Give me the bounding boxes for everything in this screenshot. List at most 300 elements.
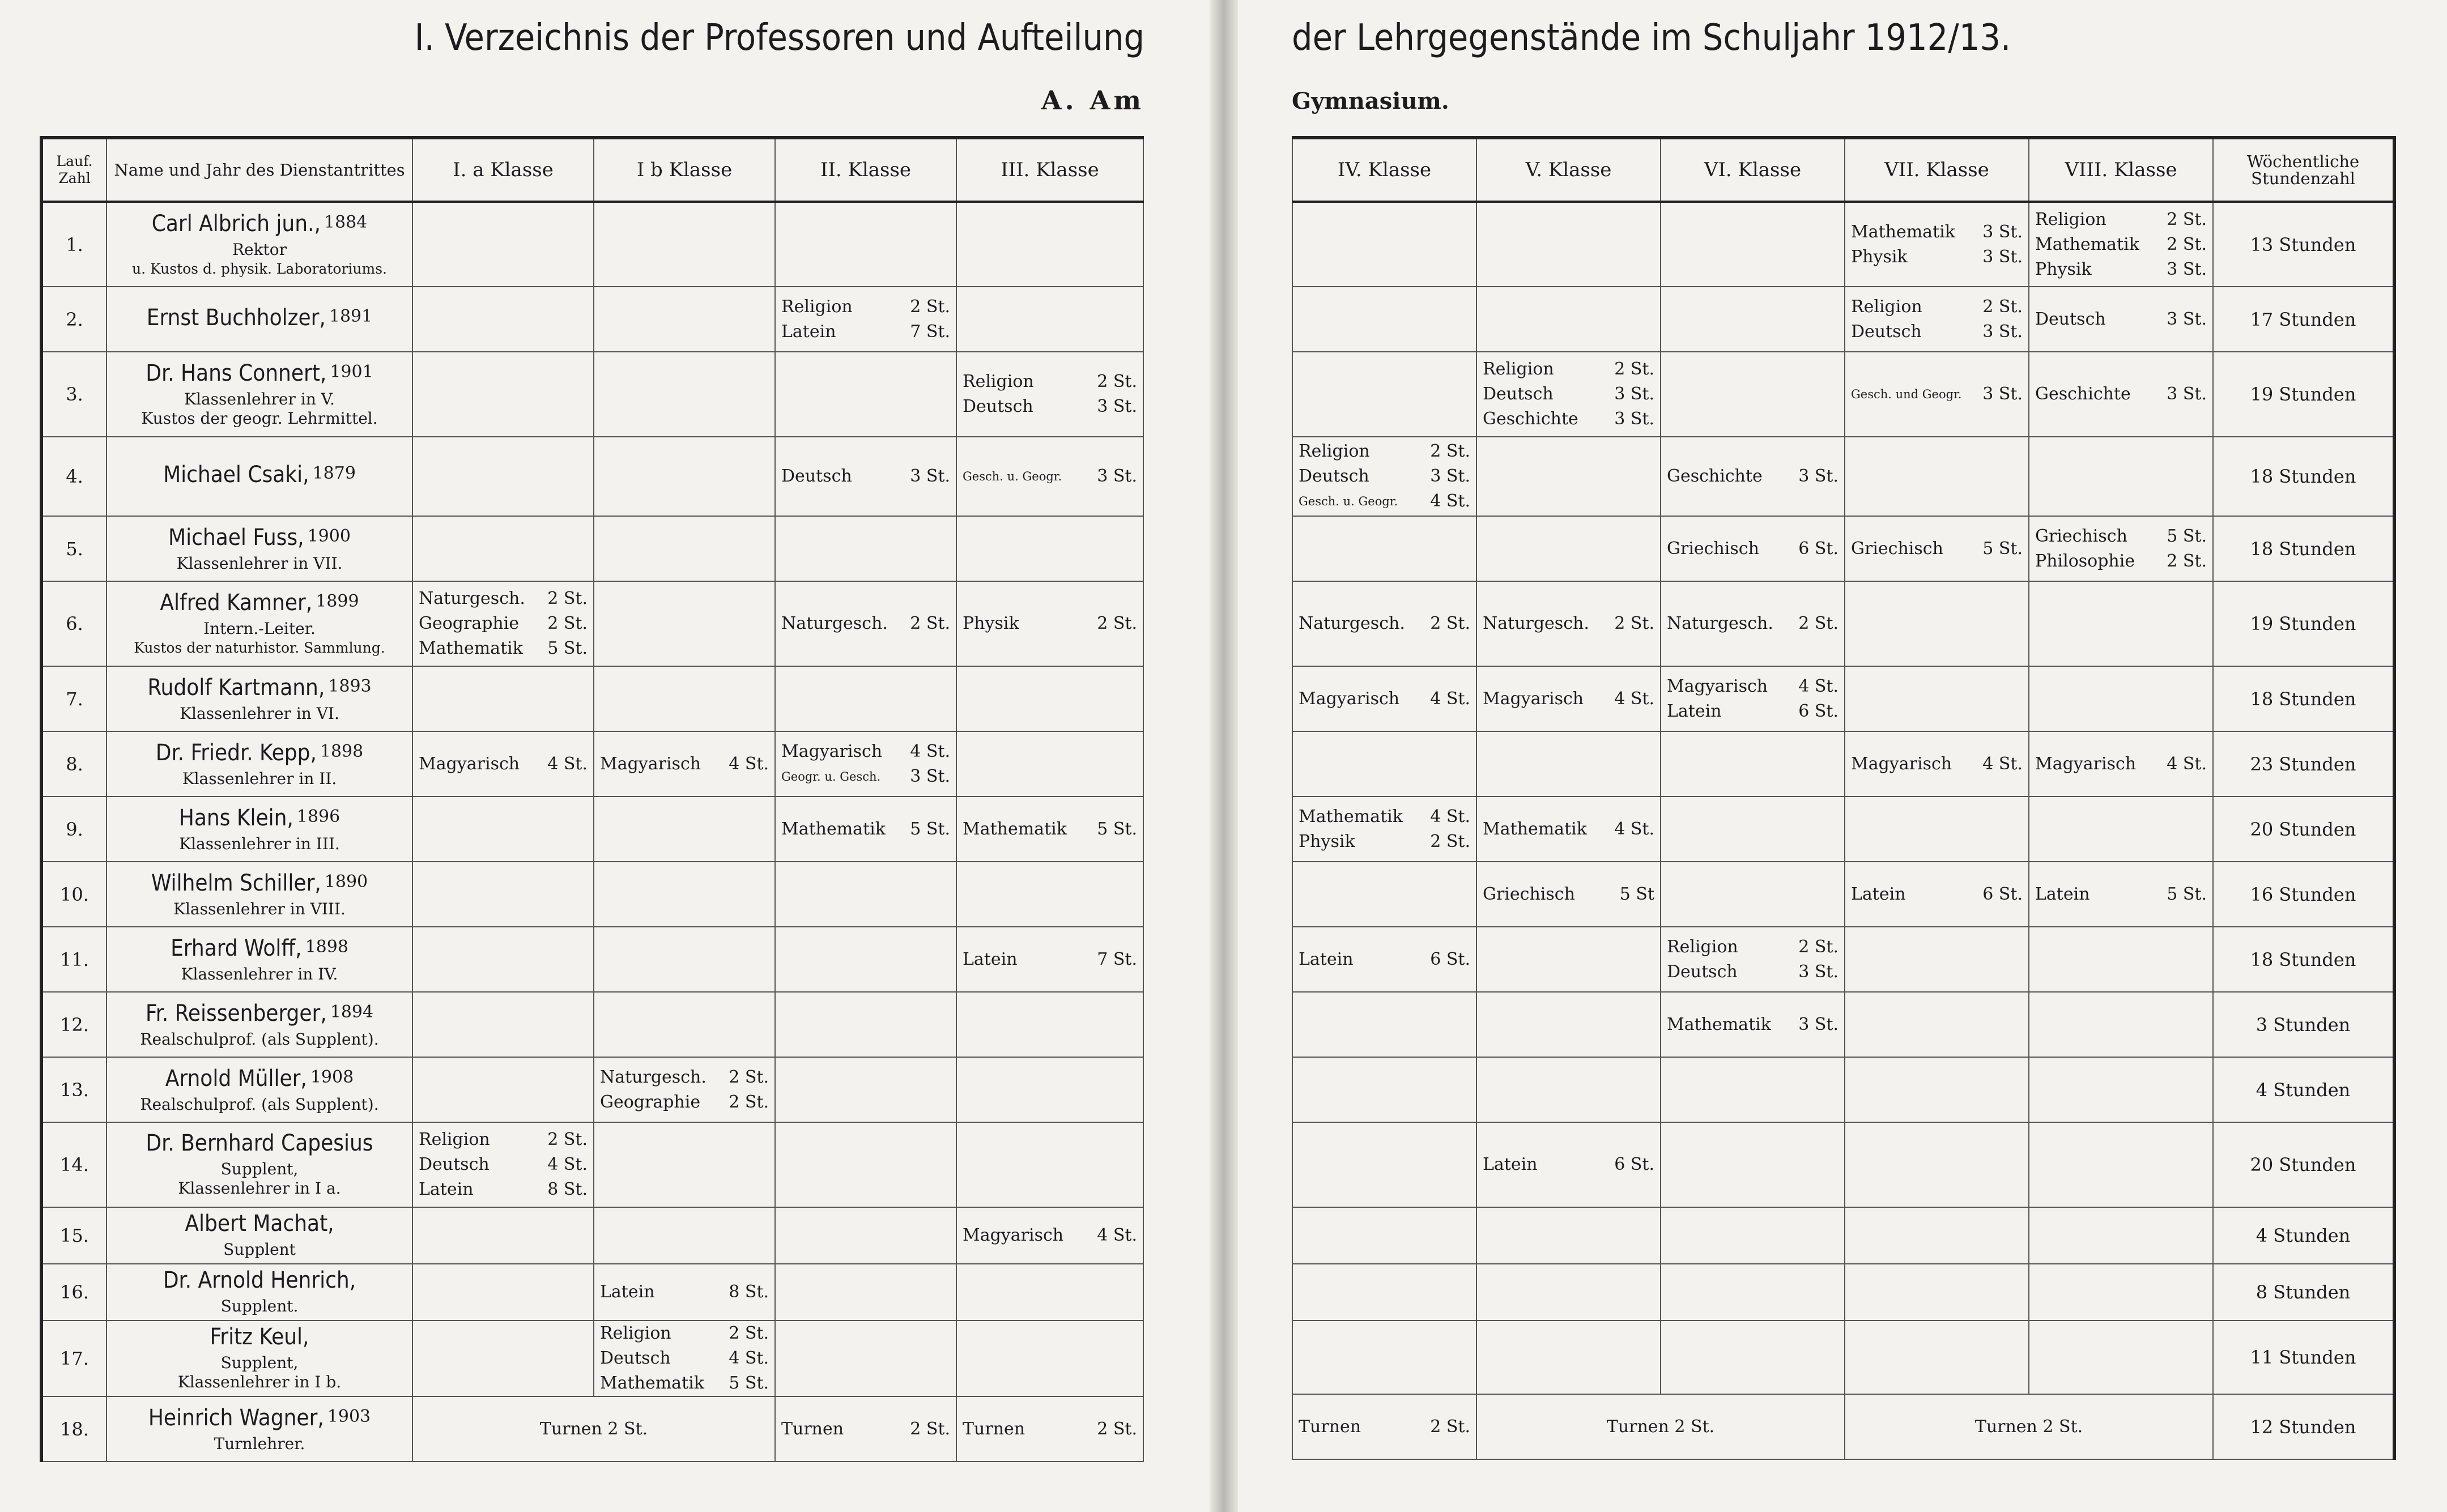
subject-entry: [1483, 382, 1654, 407]
subject-entry: [2035, 207, 2207, 232]
header-class-4: IV. Klasse: [1292, 138, 1476, 202]
header-class-8: VIII. Klasse: [2029, 138, 2213, 202]
subject-name: Religion: [1851, 296, 1922, 317]
class-1a-cell: [412, 666, 594, 731]
subject-entry: [1299, 829, 1470, 854]
subject-entry: [781, 817, 950, 842]
class-8-cell: [2029, 731, 2213, 797]
subject-hours: 3 St.: [1982, 384, 2023, 404]
table-row: [41, 352, 1143, 437]
subject-name: Religion: [1483, 359, 1554, 379]
subject-hours: 4 St.: [1430, 688, 1470, 709]
subject-entry: [1299, 687, 1470, 712]
teacher-name: Carl Albrich jun.,: [151, 210, 321, 237]
teacher-role: Klassenlehrer in V.: [184, 390, 335, 408]
class-7-cell: [1845, 352, 2029, 437]
teacher-name: Ernst Buchholzer,: [146, 304, 326, 331]
teacher-name-cell: [107, 202, 412, 287]
subject-entry: [600, 1280, 769, 1305]
subject-name: Religion: [781, 296, 853, 317]
subject-hours: 2 St.: [729, 1092, 769, 1112]
subject-entry: [1667, 536, 1839, 561]
subject-entry: [1299, 804, 1470, 829]
subject-name: Griechisch: [2035, 526, 2127, 546]
service-year: 1898: [305, 936, 348, 957]
subject-name: Religion: [2035, 209, 2106, 229]
subject-hours: 5 St.: [910, 819, 950, 839]
class-5-cell: [1476, 666, 1661, 731]
service-year: 1884: [324, 212, 368, 232]
class-2-cell: [775, 1264, 956, 1321]
class-1a-cell: [412, 992, 594, 1057]
class-7-cell: [1845, 287, 2029, 352]
class-2-cell: [775, 666, 956, 731]
row-number: 15.: [41, 1207, 107, 1264]
subject-entry: [781, 464, 950, 489]
teacher-role: Rektor: [232, 240, 287, 259]
subject-hours: 2 St.: [2167, 551, 2207, 571]
subject-hours: 2 St.: [729, 1067, 769, 1087]
table-row: [41, 581, 1143, 666]
class-1a-cell: [412, 516, 594, 581]
class-5-cell: [1476, 862, 1661, 927]
subject-hours: 2 St.: [1430, 441, 1470, 461]
class-2-cell: [775, 1321, 956, 1396]
teacher-name: Arnold Müller,: [165, 1065, 307, 1092]
class-5-cell: [1476, 1207, 1661, 1264]
teacher-role: Supplent.: [220, 1297, 299, 1315]
class-1a-1b-cell: Turnen 2 St.: [412, 1396, 775, 1462]
class-1a-cell: [412, 1207, 594, 1264]
table-row: [1292, 1394, 2394, 1459]
teacher-role: Klassenlehrer in III.: [179, 834, 340, 853]
subject-entry: [781, 320, 950, 344]
subject-hours: 2 St.: [1982, 296, 2023, 317]
subject-entry: [1483, 817, 1654, 842]
subject-entry: [1667, 674, 1839, 699]
subject-name: Latein: [963, 949, 1018, 969]
teacher-name-cell: [107, 516, 412, 581]
subject-entry: [1299, 1415, 1470, 1439]
subject-entry: [419, 1152, 588, 1177]
header-weekly: Wöchentliche Stundenzahl: [2213, 138, 2394, 202]
subject-hours: 5 St.: [1982, 538, 2023, 559]
class-8-cell: [2029, 927, 2213, 992]
class-1b-cell: [594, 437, 775, 516]
row-number: 13.: [41, 1057, 107, 1122]
class-5-cell: [1476, 797, 1661, 862]
weekly-hours: 18 Stunden: [2213, 437, 2394, 516]
subject-entry: [600, 1346, 769, 1371]
class-6-cell: [1661, 1057, 1845, 1122]
subject-name: Latein: [1667, 701, 1722, 721]
class-7-cell: [1845, 437, 2029, 516]
subject-hours: 2 St.: [2167, 234, 2207, 254]
teacher-name-cell: [107, 581, 412, 666]
teacher-name: Wilhelm Schiller,: [151, 870, 321, 896]
subject-name: Deutsch: [419, 1155, 490, 1174]
row-number: 7.: [41, 666, 107, 731]
table-row: [41, 1396, 1143, 1462]
subtitle-left: A. Am: [1041, 85, 1144, 116]
service-year: 1894: [330, 1002, 374, 1022]
class-1b-cell: [594, 797, 775, 862]
subject-name: Magyarisch: [963, 1225, 1064, 1245]
subject-name: Mathematik: [1667, 1014, 1771, 1034]
header-name: Name und Jahr des Dienstantrittes: [107, 138, 412, 202]
class-2-cell: [775, 1207, 956, 1264]
teacher-name: Dr. Bernhard Capesius: [146, 1130, 373, 1156]
subject-entry: [1667, 611, 1839, 636]
class-4-cell: [1292, 1394, 1476, 1459]
class-7-cell: [1845, 581, 2029, 666]
subject-hours: 4 St.: [1798, 676, 1839, 696]
subject-name: Physik: [2035, 259, 2092, 279]
subject-entry: [600, 1065, 769, 1090]
teacher-role: u. Kustos d. physik. Laboratoriums.: [132, 260, 387, 277]
subject-hours: 6 St.: [1982, 884, 2023, 904]
header-class-3: III. Klasse: [956, 138, 1143, 202]
subject-name: Griechisch: [1851, 538, 1943, 559]
subject-entry: [2035, 257, 2207, 282]
weekly-hours: 16 Stunden: [2213, 862, 2394, 927]
class-3-cell: [956, 437, 1143, 516]
table-row: [1292, 352, 2394, 437]
subject-entry: [2035, 524, 2207, 549]
class-1b-cell: [594, 1321, 775, 1396]
class-3-cell: [956, 1321, 1143, 1396]
table-row: [1292, 1321, 2394, 1394]
table-row: [1292, 731, 2394, 797]
teacher-name-cell: [107, 1122, 412, 1207]
subject-entry: [1667, 1012, 1839, 1037]
header-class-5: V. Klasse: [1476, 138, 1661, 202]
teacher-name: Michael Fuss,: [168, 524, 304, 551]
row-number: 17.: [41, 1321, 107, 1396]
table-row: [41, 862, 1143, 927]
subject-hours: 2 St.: [1430, 614, 1470, 633]
header-class-2: II. Klasse: [775, 138, 956, 202]
class-6-cell: [1661, 992, 1845, 1057]
row-number: 12.: [41, 992, 107, 1057]
class-1a-cell: [412, 1122, 594, 1207]
subject-name: Mathematik: [600, 1373, 704, 1393]
subject-name: Naturgesch.: [781, 614, 888, 633]
subject-hours: 5 St.: [729, 1373, 769, 1393]
class-5-cell: [1476, 202, 1661, 287]
subject-entry: [781, 611, 950, 636]
subject-hours: 4 St.: [1614, 688, 1654, 709]
teacher-name: Dr. Friedr. Kepp,: [155, 739, 317, 766]
subtitle-right: Gymnasium.: [1292, 88, 1449, 114]
subject-entry: [1483, 357, 1654, 382]
class-2-cell: [775, 437, 956, 516]
subject-name: Geschichte: [1667, 466, 1763, 486]
subject-entry: [2035, 752, 2207, 777]
class-1b-cell: [594, 1264, 775, 1321]
subject-name: Religion: [600, 1323, 671, 1343]
class-7-cell: [1845, 1264, 2029, 1321]
class-4-cell: [1292, 1207, 1476, 1264]
teacher-name: Rudolf Kartmann,: [147, 674, 325, 701]
weekly-hours: 3 Stunden: [2213, 992, 2394, 1057]
subject-hours: 2 St.: [1097, 614, 1137, 633]
subject-name: Religion: [1667, 936, 1738, 957]
teacher-name-cell: [107, 1057, 412, 1122]
table-row: [1292, 927, 2394, 992]
class-1a-cell: [412, 352, 594, 437]
table-row: [41, 287, 1143, 352]
class-3-cell: [956, 1264, 1143, 1321]
header-class-6: VI. Klasse: [1661, 138, 1845, 202]
subject-entry: [1299, 489, 1470, 514]
class-3-cell: [956, 287, 1143, 352]
service-year: 1893: [328, 676, 372, 696]
class-1b-cell: [594, 287, 775, 352]
subject-hours: 2 St.: [2167, 209, 2207, 229]
service-year: 1879: [312, 463, 356, 483]
teacher-name-cell: [107, 992, 412, 1057]
table-row: [1292, 1264, 2394, 1321]
class-3-cell: [956, 581, 1143, 666]
weekly-hours: 19 Stunden: [2213, 352, 2394, 437]
subject-hours: 6 St.: [1430, 949, 1470, 969]
subject-name: Mathematik: [2035, 234, 2139, 254]
table-row: [1292, 1122, 2394, 1207]
subject-hours: 5 St.: [2167, 526, 2207, 546]
class-6-cell: [1661, 437, 1845, 516]
teacher-name: Heinrich Wagner,: [148, 1404, 324, 1431]
subject-entry: [2035, 382, 2207, 407]
subject-hours: 4 St.: [1430, 491, 1470, 511]
class-2-cell: [775, 581, 956, 666]
weekly-hours: 17 Stunden: [2213, 287, 2394, 352]
teacher-name-cell: [107, 666, 412, 731]
header-row-left: [41, 138, 1143, 202]
header-class-1a: I. a Klasse: [412, 138, 594, 202]
service-year: 1908: [310, 1067, 354, 1087]
class-1b-cell: [594, 927, 775, 992]
subject-entry: [2035, 549, 2207, 574]
class-4-cell: [1292, 862, 1476, 927]
teacher-name: Erhard Wolff,: [171, 935, 302, 961]
teacher-role: Supplent,: [220, 1353, 299, 1372]
subject-hours: 2 St.: [547, 1130, 588, 1149]
service-year: 1891: [329, 306, 373, 326]
subject-name: Latein: [600, 1282, 655, 1302]
class-7-cell: [1845, 516, 2029, 581]
subject-entry: [2035, 232, 2207, 257]
service-year: 1903: [327, 1406, 371, 1426]
service-year: 1896: [296, 806, 341, 827]
subject-entry: [1851, 882, 2023, 907]
subject-hours: 5 St.: [2167, 884, 2207, 904]
class-5-cell: [1476, 581, 1661, 666]
subject-name: Religion: [1299, 441, 1370, 461]
subject-name: Deutsch: [1851, 321, 1922, 342]
teacher-name-cell: [107, 287, 412, 352]
teacher-role: Supplent,: [220, 1160, 299, 1178]
subject-entry: [1667, 699, 1839, 724]
subject-name: Magyarisch: [1851, 753, 1952, 774]
subject-entry: [419, 611, 588, 636]
row-number: 4.: [41, 437, 107, 516]
subject-hours: 2 St.: [1430, 1416, 1470, 1437]
class-2-cell: [775, 1057, 956, 1122]
class-3-cell: [956, 666, 1143, 731]
subject-entry: [600, 752, 769, 777]
teacher-name-cell: [107, 1264, 412, 1321]
class-3-cell: [956, 202, 1143, 287]
table-row: [41, 927, 1143, 992]
subject-name: Turnen: [1299, 1416, 1361, 1437]
table-row: [1292, 437, 2394, 516]
subject-entry: [600, 1321, 769, 1346]
subject-entry: [963, 464, 1137, 489]
class-1b-cell: [594, 1122, 775, 1207]
subject-entry: [419, 1177, 588, 1202]
class-2-cell: [775, 862, 956, 927]
subject-hours: 4 St.: [547, 753, 588, 774]
class-7-cell: [1845, 1321, 2029, 1394]
subject-hours: 5 St: [1619, 884, 1654, 904]
subject-name: Turnen: [781, 1419, 844, 1439]
subject-hours: 4 St.: [2167, 753, 2207, 774]
subject-entry: [600, 1371, 769, 1396]
subject-hours: 3 St.: [1982, 222, 2023, 242]
subject-name: Griechisch: [1483, 884, 1575, 904]
class-5-cell: [1476, 1321, 1661, 1394]
subject-name: Deutsch: [1483, 384, 1554, 404]
row-number: 18.: [41, 1396, 107, 1462]
subject-hours: 3 St.: [1798, 466, 1839, 486]
weekly-hours: 20 Stunden: [2213, 1122, 2394, 1207]
table-left: [40, 136, 1144, 1462]
subject-name: Naturgesch.: [1667, 614, 1773, 633]
class-8-cell: [2029, 352, 2213, 437]
class-3-cell: [956, 1057, 1143, 1122]
subject-hours: 2 St.: [1798, 936, 1839, 957]
weekly-hours: 11 Stunden: [2213, 1321, 2394, 1394]
title-right: der Lehrgegenstände im Schuljahr 1912/13.: [1292, 17, 2011, 59]
table-row: [41, 202, 1143, 287]
teacher-role: Klassenlehrer in VIII.: [173, 899, 346, 918]
subject-name: Latein: [1851, 884, 1906, 904]
teacher-role: Realschulprof. (als Supplent).: [140, 1094, 379, 1114]
subject-hours: 2 St.: [547, 614, 588, 633]
subject-name: Naturgesch.: [600, 1067, 707, 1087]
subject-hours: 4 St.: [729, 753, 769, 774]
class-5-cell: [1476, 992, 1661, 1057]
class-8-cell: [2029, 1207, 2213, 1264]
subject-name: Mathematik: [1851, 222, 1955, 242]
teacher-role: Realschulprof. (als Supplent).: [140, 1029, 379, 1049]
subject-entry: [1299, 947, 1470, 972]
class-2-cell: [775, 1396, 956, 1462]
subject-hours: 8 St.: [547, 1179, 588, 1199]
class-8-cell: [2029, 862, 2213, 927]
subject-hours: 4 St.: [1982, 753, 2023, 774]
subject-hours: 4 St.: [910, 741, 950, 761]
subject-name: Turnen: [963, 1419, 1025, 1439]
class-3-cell: [956, 516, 1143, 581]
class-7-cell: [1845, 862, 2029, 927]
subject-name: Deutsch: [2035, 309, 2106, 329]
subject-name: Religion: [419, 1130, 490, 1149]
class-2-cell: [775, 287, 956, 352]
class-8-cell: [2029, 1321, 2213, 1394]
class-4-cell: [1292, 927, 1476, 992]
subject-hours: 4 St.: [729, 1348, 769, 1368]
subject-name: Naturgesch.: [1299, 614, 1405, 633]
weekly-hours: 4 Stunden: [2213, 1057, 2394, 1122]
class-6-cell: [1661, 581, 1845, 666]
subject-name: Geographie: [600, 1092, 701, 1112]
subject-name: Latein: [781, 321, 836, 342]
subject-entry: [781, 764, 950, 789]
table-row: [41, 1057, 1143, 1122]
subject-name: Deutsch: [600, 1348, 671, 1368]
class-1b-cell: [594, 666, 775, 731]
subject-name: Griechisch: [1667, 538, 1759, 559]
subject-name: Gesch. u. Geogr.: [1299, 495, 1398, 508]
subject-entry: [600, 1090, 769, 1115]
class-3-cell: [956, 1122, 1143, 1207]
class-7-cell: [1845, 992, 2029, 1057]
subject-hours: 2 St.: [1430, 831, 1470, 851]
subject-name: Latein: [2035, 884, 2090, 904]
class-1a-cell: [412, 797, 594, 862]
class-3-cell: [956, 1396, 1143, 1462]
subject-hours: 5 St.: [1097, 819, 1137, 839]
subject-entry: [1483, 611, 1654, 636]
subject-entry: [1483, 687, 1654, 712]
weekly-hours: 20 Stunden: [2213, 797, 2394, 862]
subject-name: Mathematik: [1483, 819, 1587, 839]
class-6-cell: [1661, 352, 1845, 437]
class-5-cell: [1476, 927, 1661, 992]
class-6-cell: [1661, 666, 1845, 731]
subject-hours: 3 St.: [1097, 466, 1137, 486]
class-1a-cell: [412, 1057, 594, 1122]
weekly-hours: 12 Stunden: [2213, 1394, 2394, 1459]
weekly-hours: 23 Stunden: [2213, 731, 2394, 797]
table-row: [41, 1122, 1143, 1207]
service-year: 1890: [324, 871, 368, 892]
subject-entry: [963, 1223, 1137, 1248]
class-5-cell: [1476, 1264, 1661, 1321]
class-7-cell: [1845, 731, 2029, 797]
class-6-cell: [1661, 797, 1845, 862]
header-class-7: VII. Klasse: [1845, 138, 2029, 202]
class-1a-cell: [412, 927, 594, 992]
subject-name: Gesch. und Geogr.: [1851, 387, 1962, 401]
teacher-role: Kustos der naturhistor. Sammlung.: [134, 640, 385, 656]
subject-entry: [419, 636, 588, 661]
subject-name: Latein: [419, 1179, 474, 1199]
weekly-hours: 18 Stunden: [2213, 666, 2394, 731]
table-row: [1292, 1207, 2394, 1264]
subject-name: Geschichte: [2035, 384, 2131, 404]
service-year: 1901: [330, 362, 373, 382]
subject-entry: [1851, 295, 2023, 320]
table-row: [41, 437, 1143, 516]
class-4-cell: [1292, 1264, 1476, 1321]
subject-hours: 4 St.: [1430, 806, 1470, 827]
teacher-role: Klassenlehrer in I a.: [178, 1179, 341, 1198]
subject-hours: 7 St.: [1097, 949, 1137, 969]
class-4-cell: [1292, 1122, 1476, 1207]
